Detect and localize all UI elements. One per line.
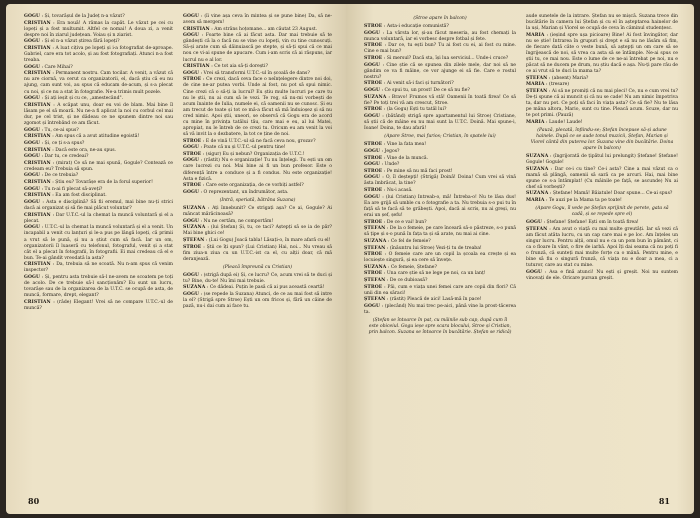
speaker-name: STROE	[364, 81, 383, 87]
dialogue-text: Ați înnebunit? Ce strigați așa? Ce ai, Gogule? Ai măncat mărăcinoasă?	[183, 205, 332, 217]
dialogue-text: Unde?	[384, 162, 400, 168]
dialogue-line: MARIA : (ieșind spre ușa picioare) Bine! Ai fost învingător, dar nu se știe! Intrarea în grupuri și drept e să nu ne lăsăm să fim, de fiecare dată câte o veste bună, să aștepți un om care să se îngrijească de noi, să vrea ca asta să se întâmple. Ne-ai spus ce știi tu, ce mai nou. Este o lume de ce ne-ai întrebat pe noi, nu e păcat să ne ducem pe drum, nu știu dacă e așa. Nu-ți pare rău de ce ai vrut să te duci la mama ta?	[526, 32, 678, 75]
dialogue-line: MARIA : (tresare)	[526, 82, 570, 88]
dialogue-text: (îngrijorată de țipătul lui prelungit) Ștefane! Ștefane! Gogule! Gogule!	[526, 154, 678, 166]
dialogue-text: Ștefane! Mamă! Băiatule! Doar spune... Ce-ai spus?	[552, 191, 673, 197]
dialogue-line: SUZANA : Ce fel de femeie?	[364, 238, 431, 244]
speaker-name: CRISTIAN	[24, 160, 51, 166]
dialogue-text: (lui Cristian) Intreab-o, mă! Întreba-o! Nu te lăsa dus! Ea are grijă să umble cu o fotografie a ta. Nu trebuia s-o pui tu în față să te facă să te grăbești. Apoi, dacă ai scris, nu ai greși, nu erai un șef, șefu!	[364, 194, 516, 218]
dialogue-line: GOGU : Și ați ieșit și cu ce, „amestecând".	[24, 96, 124, 102]
dialogue-text: Poate că nu și U.T.C.-ul pentru tine!	[203, 145, 286, 151]
dialogue-text: (râde) Elegant! Vrei să ne compare U.T.C.-ul de muncă?	[24, 299, 173, 311]
speaker-name: CRISTIAN	[24, 102, 51, 108]
speaker-name: STROE	[364, 219, 383, 225]
speaker-name: STROE	[183, 138, 202, 144]
dialogue-line: SUZANA : Bravo! Frumos vă stă! Oamenii în toată firea! Ce să fie? Pe toți trei vă am crescut, Stroe.	[364, 94, 516, 106]
speaker-name: CRISTIAN	[183, 26, 210, 32]
page-number-right: 81	[658, 496, 670, 506]
dialogue-line: CRISTIAN : Ce tot aia să-ți dorești?	[183, 64, 268, 70]
dialogue-text: Pe mine să nu mă faci prost!	[386, 168, 453, 174]
speaker-name: SUZANA	[364, 238, 387, 244]
dialogue-line: GOGU : Și el n-a văzut știrea fără lopeți?	[24, 39, 120, 45]
dialogue-text: Care este organizația, de ce vorbiți astfel?	[205, 183, 304, 189]
book-spread	[6, 4, 694, 514]
dialogue-text: (bătând) strigă spre apartamentul lui Stroe) Cristiane, să știi că de mâine eu nu mai sunt la U.T.C. Doină. Mai spune-i, Ioane! Doina, te dau afară!	[364, 114, 516, 132]
dialogue-text: Ce dădeai. Puțin le pasă că ai pus această ceartă!	[209, 285, 325, 291]
right-page	[346, 4, 694, 514]
dialogue-text: A scăpat unu, doar eu voi de blam. Mai bine îl lăsam pe el să moară. Nu ne-a fi aplicat la noi cu corbul cel mai dur, pe cel trist, și ne dădeau ce ne spunem dintre noi sau zgomot și întrebând ce am făcut.	[24, 102, 173, 126]
speaker-name: MARIA	[526, 119, 545, 125]
page-number-left: 80	[28, 496, 40, 506]
dialogue-text: Știi ce îți spun? (Lui Cristian) Hai, noi... Nu vreau să fim ziua-n ziua cu un U.T.C.-ist ca el, cu alții doar, că mă deranjează.	[183, 244, 332, 262]
speaker-name: GOGU	[24, 225, 41, 231]
speaker-name: MARIA	[526, 82, 545, 88]
dialogue-line: GOGU : Și, pentru asta trebuie să-l ne-avem ne scoatem pe toți de acolo. De ce trebuie să-l sancționăm? Eu sunt un lucru, tovarășe sau de la organizarea de la U.T.C. se ocupă de asta, de muncă, formare, drept, elegant?	[24, 274, 173, 299]
dialogue-line: GOGU : Dar tu, ce credeai?	[24, 154, 89, 160]
dialogue-line: CRISTIAN : Permanent nostru. Cam tocilar. A venit, a văzut că nu are ciornă, va cerut ca organizatorii, el, dacă știu că eu nu ajung, cam sunt voi, au spus că educam de-acum, și s-a plecat cu noi, și ce nu a stat în fotografie. Ne-a trimis mult pozele.	[24, 71, 173, 95]
dialogue-line: ȘTEFAN : Am avut o viață cu mai multe greutăți. Iar să vezi că am făcut atâta lucru, cu un cap care mai e pe loc. Am înțeles un singur lucru. Pentru alții, omul nu e ca un pom bun în pământ, ci ca o floare în vânt, o fire de iarbă. Apoi îți dai seama că nu poți fi o frunză, că sunteți mai multe forțe ca o mână. Pentru mine, e bine să fiu o singură frunză, că viața nu e doar a mea, ci a tuturor, care au stat cu mine.	[526, 226, 678, 269]
dialogue-line: GOGU : Unde?	[364, 162, 400, 168]
dialogue-line: GOGU : Și, ce ți s-a spus?	[24, 140, 85, 146]
dialogue-line: STROE : Care este organizația, de ce vorbiți astfel?	[183, 183, 304, 189]
speaker-name: STROE	[183, 183, 202, 189]
dialogue-line: ȘTEFAN : De ce dubioasă?	[364, 278, 428, 284]
dialogue-text: Dar tu, ce credeai?	[44, 154, 89, 160]
dialogue-text: De la o femeie, pe care înceară să-o păstreze, s-o pună să țipe și s-o pună în fața ta și să arate, nu mai ai cine.	[364, 226, 517, 238]
dialogue-line: STROE : Vine la fata mea!	[364, 142, 427, 148]
speaker-name: GOGU	[364, 304, 381, 310]
dialogue-text: O, îl deștepți! (Strigă) Doină! Doina! Cum vrei să vină ăsta îmbrăcat, la tine?	[364, 175, 516, 187]
dialogue-line: MARIA : Te auzi pe la Mama ta pe toate!	[526, 198, 622, 204]
dialogue-line: SUZANA : (îngrijorată de țipătul lui prelungit) Ștefane! Ștefane! Gogule! Gogule!	[526, 154, 678, 166]
stage-direction: (Stroe apare în balcon)	[413, 16, 467, 21]
dialogue-text: Tu, ce-ai spus?	[44, 127, 79, 133]
speaker-name: GOGU	[364, 88, 381, 94]
speaker-name: STROE	[364, 188, 383, 194]
dialogue-line: GOGU : Ștefane! Ștefane! Ești om în toată firea!	[526, 220, 639, 226]
dialogue-text: Păi, cum e viața unei femei care are copii din flori? Că unii din ea săraci!	[364, 284, 516, 296]
dialogue-text: Dar U.T.C.-ul la chemat la muncă voluntară și el a plecat.	[24, 212, 173, 224]
dialogue-line: GOGU : O, îl deștepți! (Strigă) Doină! Doina! Cum vrei să vină ăsta îmbrăcat, la tine?	[364, 175, 516, 187]
speaker-name: GOGU	[364, 162, 381, 168]
speaker-name: GOGU	[24, 173, 41, 179]
dialogue-text: Am strâns hoțomane... am căutat 23 August.	[214, 26, 318, 32]
dialogue-line: STROE : E de vină U.T.C.-ul să ne facă ceva nou, grozav?	[183, 138, 316, 144]
dialogue-text: Care Mihai?	[44, 64, 73, 70]
dialogue-line: GOGU : (strigă după ei) Și, ce lucru? Ce, acum vrei să te duci și tu? Bine, du-te! Nu îmi mai trebuie.	[183, 272, 332, 284]
dialogue-text: La vârsta lor, și-au făcut meseria, au fost chemați la munca voluntară, iar ei vorbesc despre fotbal și fete.	[364, 30, 516, 42]
speaker-name: GOGU	[183, 145, 200, 151]
dialogue-line: GOGU : Asta e disciplină? Să fii eremul, mai bine nu-ți strici dacă ai organizat și să fie mai plăcut voluntar?	[24, 200, 173, 212]
dialogue-line: STROE : Vine de la muncă.	[364, 155, 429, 161]
dialogue-text: Te auzi pe la Mama ta pe toate!	[548, 198, 622, 204]
dialogue-line: GOGU : (bătând) strigă spre apartamentul lui Stroe) Cristiane, să știi că de mâine eu nu mai sunt la U.T.C. Doină. Mai spune-i, Ioane! Doina, te dau afară!	[364, 114, 516, 132]
speaker-name: SUZANA	[526, 166, 549, 172]
speaker-name: STROE	[364, 142, 383, 148]
dialogue-text: Ce fel de femeie?	[390, 238, 431, 244]
dialogue-text: (absent) Maria?	[551, 75, 589, 81]
dialogue-line: GOGU : Vrei să transformi U.T.C.-ul în școală de dans?	[183, 70, 310, 76]
dialogue-line: SUZANA : Dar ce-i cu tine? Ce-i asta? Cine a mai văzut ca o mamă să plângă, oamenii să sară ca pe arcuri. Hai, mai bine spune ce s-a întâmplat! (Cu mâinile pe față, se ascunde) Nu ai chef să vorbești?	[526, 166, 678, 190]
dialogue-text: Ce spui tu, un prost! De ce să nu fie?	[384, 88, 470, 94]
dialogue-line: STROE : Ai venit să-i faci și turnători?	[364, 81, 454, 87]
dialogue-line: CRISTIAN : (mirat) Ce să ne mai spună, Gogule? Contează ce credeam eu? Trebuia să spun.	[24, 160, 173, 172]
speaker-name: STROE	[364, 155, 383, 161]
dialogue-line: STROE : Știi ce îți spun? (Lui Cristian) Hai, noi... Nu vreau să fim ziua-n ziua cu un U.T.C.-ist ca el, cu alții doar, că mă deranjează.	[183, 244, 332, 262]
dialogue-text: Era nouă! A rămas la capăt. Le văzut pe cei cu lopeți și a fost multumit. Altfel ce nomai! A doua zi, a venit despre noi în ziarul județean. Voiau și n ziarist.	[24, 20, 173, 38]
dialogue-text: Ștefane! Ștefane! Ești om în toată firea!	[546, 220, 639, 226]
speaker-name: GOGU	[183, 189, 200, 195]
dialogue-line: GOGU : Cine știe că se spunea din zilele mele, dar noi să ne gândim ce va fi mâine, ce vor ajunge ei să fie. Care e rostul nostru?	[364, 62, 516, 80]
dialogue-text: Ce crezi, dacă ceva face o neînțelegere dintre noi doi, de cine ne-ar putea vorbi. Unde ai fost, nu pot să spui nimic. Cine crezi că o să-ți ia lucrul? Eu știu multe lucruri pe care tu nu le știi, nu ai cum să le vezi. Te rog, să nu-mi vorbești de acum înainte de Iulia, numele ei, că oamenii nu se cunosc. Și eu am trecut de toate și tot ce mă-a făcut să mă înduioșez și să nu cred nimic. Apoi știi, uneori, se observă că Gogu era de acord cu mine în privința tatălui tău, care mai e eu, al lui Matei, apropiat, nu le întreb de ce crezi tu. Oricum eu am venit la voi să vă invit la o dezbatere, la tot ce ține de noi.	[183, 77, 332, 137]
speaker-name: STROE	[183, 151, 202, 157]
dialogue-line: GOGU : La vârsta lor, și-au făcut meseria, au fost chemați la munca voluntară, iar ei vorbesc despre fotbal și fete.	[364, 30, 516, 42]
speaker-name: ȘTEFAN	[364, 245, 386, 251]
dialogue-line: SUZANA : (lui Ștefan) Și, tu, ce taci? Aștepți să se ia de păr? Mai bine ghici ce!	[183, 225, 332, 237]
speaker-name: STROE	[364, 107, 383, 113]
dialogue-text: Si mersul? Dacă sta, își lua serviciul... Unde-i cruce?	[386, 56, 509, 62]
speaker-name: GOGU	[24, 14, 41, 19]
speaker-name: GOGU	[183, 70, 200, 76]
dialogue-line: GOGU : Asa e fină atunci! Nu ești și greșit. Noi nu suntem vinovați de ele. Oricare pursan greșit.	[526, 269, 678, 281]
left-column-1	[24, 14, 173, 312]
dialogue-line: GOGU : Ce spui tu, un prost! De ce să nu fie?	[364, 88, 470, 94]
speaker-name: STROE	[364, 168, 383, 174]
dialogue-text: Asta e disciplină? Să fii eremul, mai bine nu-ți strici dacă ai organizat și să fie mai plăcut voluntar?	[24, 200, 173, 212]
dialogue-text: A luat cițiva pe lopeți și i-a fotografiat de-aproape. Gabriel, care era tot acolo, și au fost fotografiați. Atunci n-a fost treaba.	[24, 46, 173, 64]
dialogue-text: (răstit) Nu e organizație! Tu nu înțelegi. Tu ești un om care lucrezi cu noi. Mai bine ai fi un bun profesor. Este o diferență între a conduce și a fi condus. Nu este organizație! Asta e fizică.	[183, 158, 332, 182]
dialogue-line: GOGU : Nu ne certăm, ne comportăm!	[183, 218, 274, 224]
dialogue-text: (Lui Gogu) Joacă tabla! Lăsați-o, în mare afară cu el!	[208, 237, 331, 243]
dialogue-text: (ieșind spre ușa picioare) Bine! Ai fost învingător, dar nu se știe! Intrarea în grupuri și drept e să nu ne lăsăm să fim, de fiecare dată câte o veste bună, să aștepți un om care să se îngrijească de noi, să vrea ca asta să se întâmple. Ne-ai spus ce știi tu, ce mai nou. Este o lume de ce ne-ai întrebat pe noi, nu e păcat să ne ducem pe drum, nu știu dacă e așa. Nu-ți pare rău de ce ai vrut să te duci la mama ta?	[526, 32, 678, 75]
speaker-name: CRISTIAN	[24, 193, 51, 199]
dialogue-text: Tu n-ai fi plecat să-aveți?	[44, 186, 103, 192]
dialogue-text: O reprezentant, un îndrumător, asta.	[203, 189, 289, 195]
dialogue-text: Ai venit să-i faci și turnători?	[386, 81, 454, 87]
dialogue-line: GOGU : Tu, ce-ai spus?	[24, 127, 79, 133]
dialogue-text: Am avut o viață cu mai multe greutăți. Iar să vezi că am făcut atâta lucru, cu un cap care mai e pe loc. Am înțeles un singur lucru. Pentru alții, omul nu e ca un pom bun în pământ, ci ca o floare în vânt, o fire de iarbă. Apoi îți dai seama că nu poți fi o frunză, că sunteți mai multe forțe ca o mână. Pentru mine, e bine să fiu o singură frunză, că viața nu e doar a mea, ci a tuturor, care au stat cu mine.	[526, 226, 678, 269]
speaker-name: GOGU	[183, 158, 200, 164]
speaker-name: CRISTIAN	[24, 46, 51, 52]
speaker-name: GOGU	[183, 14, 200, 19]
dialogue-line: GOGU : Care Mihai?	[24, 64, 73, 70]
speaker-name: STROE	[183, 244, 202, 250]
speaker-name: GOGU	[183, 272, 200, 278]
dialogue-text: Da, trebuia să ne scoată. Nu n-am spus că venim inspector?	[24, 262, 173, 274]
dialogue-line: STROE : Păi, cum e viața unei femei care are copii din flori? Că unii din ea săraci!	[364, 284, 516, 296]
dialogue-text: (răstit) Pleacă de aici! Lasă-mă în pace!	[389, 297, 482, 303]
dialogue-text: Jegos?	[384, 148, 400, 154]
dialogue-text: Ea am fost disciplinat.	[55, 193, 107, 199]
speaker-name: GOGU	[24, 127, 41, 133]
left-column-2	[183, 14, 332, 312]
dialogue-line: STROE : Si mersul? Dacă sta, își lua serviciul... Unde-i cruce?	[364, 56, 509, 62]
speaker-name: STROE	[364, 252, 383, 258]
dialogue-text: Una care știe să ne lege pe noi, ca un lanț!	[386, 271, 486, 277]
dialogue-text: E de vină U.T.C.-ul să ne facă ceva nou, grozav?	[205, 138, 316, 144]
dialogue-text: (tresare)	[548, 82, 570, 88]
dialogue-line: MARIA : Laude! Laude!	[526, 119, 583, 125]
dialogue-text: Ai să ne promiți că nu mai pleci! Ce, nu e cum vrei tu? De-ți spune că ai muncit și că nu se cade! Nu am nimic împotriva ta, dar nu pot. Ce poți să faci în viața asta? Ce să fie? Nu te lăsa pe mâna altora, Mario, sunt cu tine. Pleacă acum. Scuze, dar nu te pot primi. (Pauză)	[526, 88, 678, 119]
speaker-name: GOGU	[526, 269, 543, 275]
speaker-name: GOGU	[24, 154, 41, 160]
speaker-name: GOGU	[183, 33, 200, 39]
dialogue-text: Nu ne certăm, ne comportăm!	[203, 218, 274, 224]
speaker-name: GOGU	[364, 30, 381, 36]
speaker-name: STROE	[364, 43, 383, 49]
speaker-name: GOGU	[24, 274, 41, 280]
dialogue-line: STROE : Dar ce, tu ești bun? Tu ai fost cu ei, ai fost cu mine. Cine e mai bun?	[364, 43, 516, 55]
dialogue-line: GOGU : Foarte bine că ai făcut asta. Dar mai trebuie să te gândești că la o facă nu se vine cu lopeți, vin cu tine cunoscuți. Să-și arate cum să dăinuiască pe stepte, și să-ți spui că ce mai nou ce vi-ai spune de apucare. Cum i-am scris că ai răspuns, iar lucrul nu e al lor.	[183, 33, 332, 63]
speaker-name: GOGU	[24, 186, 41, 192]
dialogue-line: CRISTIAN : A luat cițiva pe lopeți și i-a fotografiat de-aproape. Gabriel, care era tot acolo, și au fost fotografiați. Atunci n-a fost treaba.	[24, 46, 173, 64]
right-column-1	[364, 14, 516, 338]
speaker-name: GOGU	[183, 292, 200, 298]
dialogue-line: CRISTIAN : A scăpat unu, doar eu voi de blam. Mai bine îl lăsam pe el să moară. Nu ne-a fi aplicat la noi cu corbul cel mai dur, pe cel trist, și ne dădeau ce ne spunem dintre noi sau zgomot și întrebând ce am făcut.	[24, 102, 173, 126]
dialogue-line: STROE : De ce e vai! bun?	[364, 219, 427, 225]
dialogue-line: STROE : (la Gogu) Ești tu tatăl lui?	[364, 107, 447, 113]
speaker-name: CRISTIAN	[24, 20, 51, 26]
right-column-2	[526, 14, 678, 338]
dialogue-text: Și, tovarășul de la Județ n-a văzut?	[44, 14, 125, 19]
dialogue-line: GOGU : De ce trebuia?	[24, 173, 79, 179]
speaker-name: SUZANA	[183, 225, 206, 231]
dialogue-text: Și, pentru asta trebuie să-l ne-avem ne scoatem pe toți de acolo. De ce trebuie să-l sancționăm? Eu sunt un lucru, tovarășe sau de la organizarea de la U.T.C. se ocupă de asta, de muncă, formare, drept, elegant?	[24, 274, 173, 299]
dialogue-text: Am spus că a avut atitudine egoistă!	[55, 134, 140, 140]
speaker-name: CRISTIAN	[24, 134, 51, 140]
dialogue-text: (sigur) Eu și nebun? Organizația de U.T.C.!	[205, 151, 305, 157]
dialogue-text: Cine știe că se spunea din zilele mele, dar noi să ne gândim ce va fi mâine, ce vor ajunge ei să fie. Care e rostul nostru?	[364, 62, 516, 80]
dialogue-text: Asta-i educație comunistă?	[386, 24, 449, 30]
speaker-name: GOGU	[364, 114, 381, 120]
dialogue-text: Laude! Laude!	[548, 119, 583, 125]
dialogue-text: Foarte bine că ai făcut asta. Dar mai trebuie să te gândești că la o facă nu se vine cu lopeți, vin cu tine cunoscuți. Să-și arate cum să dăinuiască pe stepte, și să-ți spui că ce mai nou ce vi-ai spune de apucare. Cum i-am scris că ai răspuns, iar lucrul nu e al lor.	[183, 33, 332, 63]
dialogue-line: GOGU : Tu n-ai fi plecat să-aveți?	[24, 186, 103, 192]
dialogue-line: STROE : (sigur) Eu și nebun? Organizația de U.T.C.!	[183, 151, 305, 157]
speaker-name: CRISTIAN	[24, 180, 51, 186]
dialogue-text: Dar ce-i cu tine? Ce-i asta? Cine a mai văzut ca o mamă să plângă, oamenii să sară ca pe arcuri. Hai, mai bine spune ce s-a întâmplat! (Cu mâinile pe față, se ascunde) Nu ai chef să vorbești?	[526, 166, 678, 190]
stage-direction: (Ștefan se întoarce în pat, cu mâinile sub cap, după cum îl este obiceiul. Gogu ieșe spre scara blocului, Stroe și Cristian, prin balcon. Suzana se întoarce în bucătărie. Ștefan se ridică)	[368, 318, 512, 336]
dialogue-line: SUZANA : Ce dădeai. Puțin le pasă că ai pus această ceartă!	[183, 285, 325, 291]
dialogue-line: STROE : Pe mine să nu mă faci prost!	[364, 168, 453, 174]
dialogue-text: Vine de la muncă.	[386, 155, 429, 161]
dialogue-text: Asa e fină atunci! Nu ești și greșit. Noi nu suntem vinovați de ele. Oricare pursan greșit.	[526, 269, 678, 281]
dialogue-line: SUZANA : Ștefane! Mamă! Băiatule! Doar spune... Ce-ai spus?	[526, 191, 673, 197]
speaker-name: CRISTIAN	[24, 71, 51, 77]
stage-direction: (Apare Gogu, îl vede pe Ștefan sprijinit de perete, gata să cadă, și se repede spre el)	[535, 206, 669, 218]
speaker-name: CRISTIAN	[24, 262, 51, 268]
speaker-name: GOGU	[364, 175, 381, 181]
dialogue-line: CRISTIAN : Dar U.T.C.-ul la chemat la muncă voluntară și el a plecat.	[24, 212, 173, 224]
dialogue-text: De ce dubioasă?	[389, 278, 428, 284]
dialogue-line: ȘTEFAN : (absent) Maria?	[526, 75, 589, 81]
speaker-name: SUZANA	[183, 285, 206, 291]
dialogue-line: STROE : O femeie care are un copil la școala ea crește și ea locuiește singură, și ea cere să învețe.	[364, 252, 516, 264]
dialogue-line: CRISTIAN : Știu eu? Tovarășe era de la forul superior!	[24, 180, 153, 186]
dialogue-text: O femeie care are un copil la școala ea crește și ea locuiește singură, și ea cere să învețe.	[364, 252, 516, 264]
dialogue-text: De ce trebuia?	[44, 173, 79, 179]
dialogue-line: GOGU : Jegos?	[364, 148, 400, 154]
speaker-name: CRISTIAN	[24, 212, 51, 218]
dialogue-text: Știu eu? Tovarășe era de la forul superior!	[55, 180, 153, 186]
speaker-name: ȘTEFAN	[364, 226, 386, 232]
dialogue-text: Nu-i acasă.	[386, 188, 413, 194]
speaker-name: SUZANA	[183, 205, 206, 211]
dialogue-text: (la Gogu) Ești tu tatăl lui?	[386, 107, 447, 113]
dialogue-line: ȘTEFAN : (Lui Gogu) Joacă tabla! Lăsați-o, în mare afară cu el!	[183, 237, 331, 243]
dialogue-text: (înăuntru lui Stroe) Vezi-ți tu de treaba!	[389, 245, 482, 251]
speaker-name: STROE	[364, 24, 383, 30]
speaker-name: MARIA	[526, 32, 545, 38]
dialogue-text: (strigă după ei) Și, ce lucru? Ce, acum vrei să te duci și tu? Bine, du-te! Nu îmi mai trebuie.	[183, 272, 332, 284]
speaker-name: ȘTEFAN	[183, 237, 205, 243]
dialogue-line: CRISTIAN : Era nouă! A rămas la capăt. Le văzut pe cei cu lopeți și a fost multumit. Altfel ce nomai! A doua zi, a venit despre noi în ziarul județean. Voiau și n ziarist.	[24, 20, 173, 38]
dialogue-text: Vine la fata mea!	[386, 142, 427, 148]
dialogue-line: ȘTEFAN : (răstit) Pleacă de aici! Lasă-mă în pace!	[364, 297, 482, 303]
speaker-name: ȘTEFAN	[526, 88, 548, 94]
speaker-name: GOGU	[24, 140, 41, 146]
dialogue-line: CRISTIAN : Da, trebuia să ne scoată. Nu n-am spus că venim inspector?	[24, 262, 173, 274]
dialogue-text: Dar ce, tu ești bun? Tu ai fost cu ei, ai fost cu mine. Cine e mai bun?	[364, 43, 516, 55]
speaker-name: GOGU	[526, 220, 543, 226]
speaker-name: STROE	[364, 56, 383, 62]
dialogue-line: SUZANA : Ați înnebunit? Ce strigați așa? Ce ai, Gogule? Ai măncat mărăcinoasă?	[183, 205, 332, 217]
dialogue-line: ȘTEFAN : De la o femeie, pe care înceară să-o păstreze, s-o pună să țipe și s-o pună în fața ta și să arate, nu mai ai cine.	[364, 226, 517, 238]
stage-direction: (Apare Stroe, mai furios; Cristian, în spatele lui)	[384, 134, 496, 140]
dialogue-line: ȘTEFAN : Ai să ne promiți că nu mai pleci! Ce, nu e cum vrei tu? De-ți spune că ai muncit și că nu se cade! Nu am nimic împotriva ta, dar nu pot. Ce poți să faci în viața asta? Ce să fie? Nu te lăsa pe mâna altora, Mario, sunt cu tine. Pleacă acum. Scuze, dar nu te pot primi. (Pauză)	[526, 88, 678, 119]
dialogue-line: SUZANA : Ce femeie, Ștefane?	[364, 264, 437, 270]
dialogue-line: GOGU : Poate că nu și U.T.C.-ul pentru tine!	[183, 145, 286, 151]
dialogue-line: GOGU : (îi vine așa ceva în mintea și se pune bine) Da, să ne-avem să mergem!	[183, 14, 332, 26]
dialogue-text: (mirat) Ce să ne mai spună, Gogule? Contează ce credeam eu? Trebuia să spun.	[24, 160, 173, 172]
dialogue-line: GOGU : (lui Cristian) Intreab-o, mă! Întreba-o! Nu te lăsa dus! Ea are grijă să umble cu o fotografie a ta. Nu trebuia s-o pui tu în față să te facă să te grăbești. Apoi, dacă ai scris, nu ai greși, nu erai un șef, șefu!	[364, 194, 516, 218]
dialogue-text: U.T.C.-ul la chemat la muncă voluntară și el a venit. Un incapabil a venit cu lanțuri și le-a pus pe lângă lopeți, că primii a vrut să le pună, și nu a știut cum să facă. Iar un om, organizatorii îl luaseră cu telefonul, fotograful, venit și a stat cât el a plecat în fotografii, în fotografii. Ei mai credeau că el e bun. Te-ai gândit vreodată la asta?	[24, 225, 173, 261]
dialogue-text: Și ați ieșit și cu ce, „amestecând".	[44, 96, 124, 102]
speaker-name: CRISTIAN	[183, 64, 210, 70]
dialogue-line: CRISTIAN : (râde) Elegant! Vrei să ne compare U.T.C.-ul de muncă?	[24, 299, 173, 311]
speaker-name: SUZANA	[364, 264, 387, 270]
dialogue-text: Dacă este ora, ne-au spus.	[55, 147, 117, 153]
speaker-name: ȘTEFAN	[364, 278, 386, 284]
speaker-name: ȘTEFAN	[526, 226, 548, 232]
left-page	[6, 4, 346, 514]
speaker-name: STROE	[364, 284, 383, 290]
speaker-name: SUZANA	[526, 191, 549, 197]
dialogue-text: (se repede la Suzana) Atunci, de ce au mai fost să intre la el? (Strigă spre Stroe) Ești un om fricos și, fără un câine de pază, nu-i dai cum ai face tu.	[183, 292, 332, 310]
speaker-name: GOGU	[183, 218, 200, 224]
speaker-name: GOGU	[24, 200, 41, 206]
speaker-name: GOGU	[364, 148, 381, 154]
speaker-name: MARIA	[526, 198, 545, 204]
dialogue-line: GOGU : Și, tovarășul de la Județ n-a văzut?	[24, 14, 125, 19]
speaker-name: ȘTEFAN	[364, 297, 386, 303]
dialogue-line: CRISTIAN : Am spus că a avut atitudine egoistă!	[24, 134, 140, 140]
dialogue-line: GOGU : (răstit) Nu e organizație! Tu nu înțelegi. Tu ești un om care lucrezi cu noi. Mai bine ai fi un bun profesor. Este o diferență între a conduce și a fi condus. Nu este organizație! Asta e fizică.	[183, 158, 332, 182]
dialogue-line: ȘTEFAN : (înăuntru lui Stroe) Vezi-ți tu de treaba!	[364, 245, 482, 251]
stage-direction: (Intră, speriată, bătrâna Suzana)	[219, 197, 296, 203]
dialogue-line: GOGU : (se repede la Suzana) Atunci, de ce au mai fost să intre la el? (Strigă spre Stroe) Ești un om fricos și, fără un câine de pază, nu-i dai cum ai face tu.	[183, 292, 332, 310]
dialogue-line: STROE : Asta-i educație comunistă?	[364, 24, 449, 30]
dialogue-text: Ce femeie, Ștefane?	[390, 264, 437, 270]
speaker-name: SUZANA	[364, 94, 387, 100]
speaker-name: GOGU	[24, 64, 41, 70]
speaker-name: CRISTIAN	[24, 299, 51, 305]
dialogue-text: Vrei să transformi U.T.C.-ul în școală de dans?	[203, 70, 310, 76]
stage-direction: (Pleacă împreună cu Cristian)	[222, 264, 292, 270]
dialogue-line: STROE : Ce crezi, dacă ceva face o neînțelegere dintre noi doi, de cine ne-ar putea vorbi. Unde ai fost, nu pot să spui nimic. Cine crezi că o să-ți ia lucrul? Eu știu multe lucruri pe care tu nu le știi, nu ai cum să le vezi. Te rog, să nu-mi vorbești de acum înainte de Iulia, numele ei, că oamenii nu se cunosc. Și eu am trecut de toate și tot ce mă-a făcut să mă înduioșez și să nu cred nimic. Apoi știi, uneori, se observă că Gogu era de acord cu mine în privința tatălui tău, care mai e eu, al lui Matei, apropiat, nu le întreb de ce crezi tu. Oricum eu am venit la voi să vă invit la o dezbatere, la tot ce ține de noi.	[183, 77, 332, 137]
speaker-name: CRISTIAN	[24, 147, 51, 153]
dialogue-line	[526, 14, 678, 32]
speaker-name: GOGU	[364, 62, 381, 68]
dialogue-line: GOGU : U.T.C.-ul la chemat la muncă voluntară și el a venit. Un incapabil a venit cu lanțuri și le-a pus pe lângă lopeți, că primii a vrut să le pună, și nu a știut cum să facă. Iar un om, organizatorii îl luaseră cu telefonul, fotograful, venit și a stat cât el a plecat în fotografii, în fotografii. Ei mai credeau că el e bun. Te-ai gândit vreodată la asta?	[24, 225, 173, 261]
dialogue-text: Bravo! Frumos vă stă! Oamenii în toată firea! Ce să fie? Pe toți trei vă am crescut, Stroe.	[364, 94, 516, 106]
dialogue-text: Permanent nostru. Cam tocilar. A venit, a văzut că nu are ciornă, va cerut ca organizatorii, el, dacă știu că eu nu ajung, cam sunt voi, au spus că educam de-acum, și s-a plecat cu noi, și ce nu a stat în fotografie. Ne-a trimis mult pozele.	[24, 71, 173, 95]
dialogue-line: STROE : Una care știe să ne lege pe noi, ca un lanț!	[364, 271, 486, 277]
dialogue-line: CRISTIAN : Am strâns hoțomane... am căutat 23 August.	[183, 26, 318, 32]
speaker-name: GOGU	[24, 39, 41, 45]
speaker-name: STROE	[183, 77, 202, 83]
speaker-name: SUZANA	[526, 154, 549, 159]
dialogue-line: GOGU : (plecând) Nu mai trec pe-aici, până vine la prost-tăcerea ta.	[364, 304, 516, 316]
dialogue-line: STROE : Nu-i acasă.	[364, 188, 413, 194]
dialogue-text: aude sunetele de la intrare. Ștefan nu se mișcă. Suzana trece din bucătărie în camera lui Ștefan și cu el în așteptarea hainelor de la uși, Marian și Viorel se ocupă de ceva în căminul studențesc.	[526, 14, 678, 32]
dialogue-text: De ce e vai! bun?	[386, 219, 427, 225]
speaker-name: GOGU	[24, 96, 41, 102]
speaker-name: STROE	[364, 271, 383, 277]
speaker-name: ȘTEFAN	[526, 75, 548, 81]
dialogue-text: (lui Ștefan) Și, tu, ce taci? Aștepți să se ia de păr? Mai bine ghici ce!	[183, 225, 332, 237]
dialogue-text: (plecând) Nu mai trec pe-aici, până vine la prost-tăcerea ta.	[364, 304, 516, 316]
dialogue-text: Și el n-a văzut știrea fără lopeți?	[44, 39, 120, 45]
dialogue-line: CRISTIAN : Dacă este ora, ne-au spus.	[24, 147, 117, 153]
dialogue-text: Ce tot aia să-ți dorești?	[214, 64, 268, 70]
dialogue-line: GOGU : O reprezentant, un îndrumător, asta.	[183, 189, 289, 195]
speaker-name: GOGU	[364, 194, 381, 200]
dialogue-line: CRISTIAN : Ea am fost disciplinat.	[24, 193, 107, 199]
dialogue-text: (îi vine așa ceva în mintea și se pune bine) Da, să ne-avem să mergem!	[183, 14, 332, 26]
stage-direction: (Pauză, plecată, înfiindu-se; Ștefan începuse să-și adune hainele. După ce se aude tonul muzicii, Ștefan, Marian și Viorel cântă din puterea lor. Suzana vine din bucătărie. Doina apare în balcon)	[530, 127, 674, 151]
dialogue-text: Și, ce ți s-a spus?	[44, 140, 85, 146]
